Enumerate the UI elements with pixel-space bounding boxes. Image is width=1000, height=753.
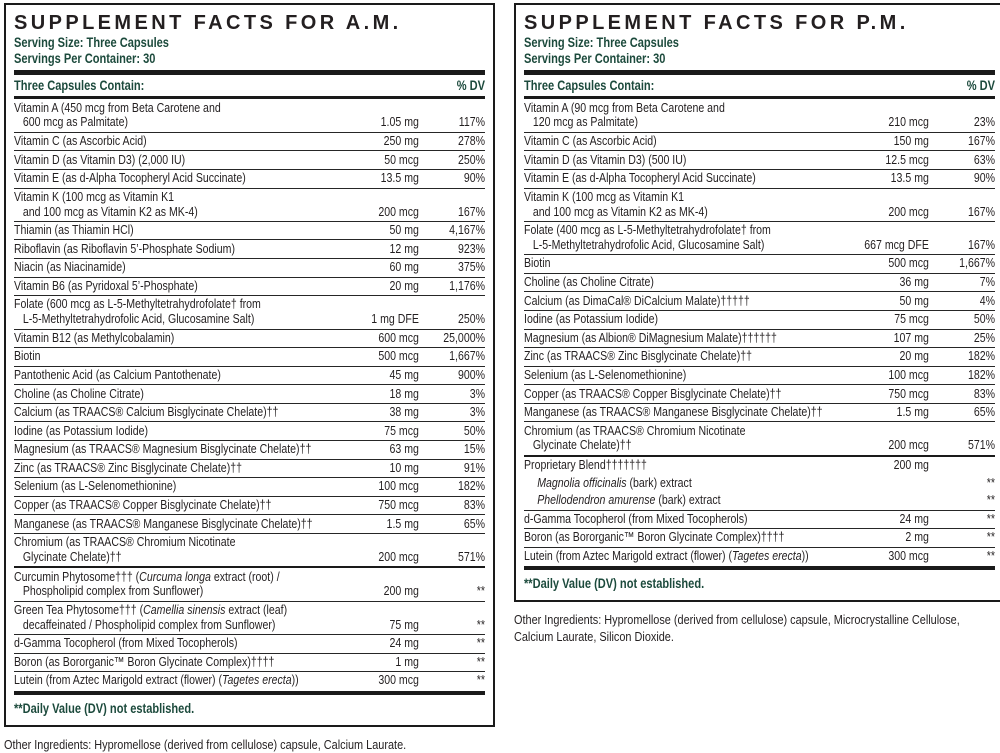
ingredient-name: Choline (as Choline Citrate) (14, 385, 144, 401)
ingredient-name: Iodine (as Potassium Iodide) (14, 422, 149, 438)
ingredient-name: Vitamin D (as Vitamin D3) (500 IU) (524, 151, 687, 167)
ingredient-amount: 36 mg (899, 274, 929, 290)
ingredient-amount: 18 mg (389, 385, 419, 401)
table-row (14, 421, 485, 440)
table-row (14, 496, 485, 515)
dv-column-header: % DV (966, 78, 995, 94)
table-header-row (14, 75, 485, 96)
ingredient-name: Choline (as Choline Citrate) (524, 274, 654, 290)
table-header-row (524, 75, 995, 96)
ingredient-dv: 50% (973, 311, 995, 327)
table-row (14, 150, 485, 169)
ingredient-dv: 1,667% (959, 255, 995, 271)
ingredient-name: d-Gamma Tocopherol (from Mixed Tocopherols) (524, 510, 748, 526)
pm-column (514, 3, 1000, 646)
ingredient-dv: 278% (457, 132, 485, 148)
ingredient-dv: 4,167% (449, 222, 485, 238)
ingredient-dv: 25% (973, 329, 995, 345)
contain-label: Three Capsules Contain: (524, 78, 655, 94)
table-row (524, 329, 995, 348)
ingredient-dv: ** (986, 529, 995, 545)
ingredient-dv: 25,000% (443, 329, 485, 345)
table-row (524, 384, 995, 403)
other-ingredients: Other Ingredients: Hypromellose (derived from cellulose) capsule, Calcium Laurate. (4, 736, 407, 752)
ingredient-dv: 167% (967, 203, 995, 219)
table-row (14, 132, 485, 151)
ingredient-amount: 75 mg (389, 616, 419, 632)
table-row (524, 421, 995, 454)
table-row (14, 459, 485, 478)
table-row (14, 653, 485, 672)
ingredient-name: Proprietary Blend††††††† (524, 457, 647, 473)
table-row (14, 566, 485, 600)
ingredient-name: Magnesium (as TRAACS® Magnesium Bisglycinate Chelate)†† (14, 441, 312, 457)
table-row (14, 403, 485, 422)
table-row (14, 258, 485, 277)
ingredient-table (14, 99, 485, 689)
serving-size: Serving Size: Three Capsules (524, 35, 679, 50)
ingredient-name: Vitamin C (as Ascorbic Acid) (14, 132, 147, 148)
ingredient-name: Riboflavin (as Riboflavin 5’-Phosphate Sodium) (14, 240, 235, 256)
table-row (524, 169, 995, 188)
ingredient-dv: 167% (967, 236, 995, 252)
ingredient-name: Manganese (as TRAACS® Manganese Bisglycinate Chelate)†† (524, 404, 823, 420)
ingredient-dv: ** (986, 510, 995, 526)
table-row (524, 347, 995, 366)
ingredient-name: Niacin (as Niacinamide) (14, 259, 126, 275)
ingredient-dv: 1,176% (449, 277, 485, 293)
ingredient-amount: 750 mcg (378, 496, 419, 512)
ingredient-name: Iodine (as Potassium Iodide) (524, 311, 659, 327)
table-row (14, 514, 485, 533)
table-row (14, 188, 485, 221)
ingredient-amount: 13.5 mg (890, 170, 929, 186)
ingredient-dv: 250% (457, 151, 485, 167)
ingredient-amount: 50 mg (899, 292, 929, 308)
table-row (14, 601, 485, 634)
table-row (524, 221, 995, 254)
ingredient-dv: 375% (457, 259, 485, 275)
table-row (14, 366, 485, 385)
ingredient-name: Copper (as TRAACS® Copper Bisglycinate Chelate)†† (524, 385, 782, 401)
ingredient-amount: 10 mg (389, 459, 419, 475)
table-row (524, 254, 995, 273)
ingredient-amount: 63 mg (389, 441, 419, 457)
ingredient-name: Zinc (as TRAACS® Zinc Bisglycinate Chelate)†† (524, 348, 752, 364)
ingredient-name: Phellodendron amurense (bark) extract (537, 492, 721, 508)
ingredient-amount: 50 mg (389, 222, 419, 238)
ingredient-name: Biotin (524, 255, 551, 271)
ingredient-name: Vitamin B6 (as Pyridoxal 5’-Phosphate) (14, 277, 198, 293)
ingredient-amount: 50 mcg (384, 151, 419, 167)
ingredient-dv: 50% (463, 422, 485, 438)
ingredient-name: Vitamin A (90 mcg from Beta Carotene and 120 mcg as Palmitate) (524, 99, 725, 130)
ingredient-dv: ** (476, 653, 485, 669)
ingredient-name: Green Tea Phytosome††† (Camellia sinensis extract (leaf) decaffeinated / Phospholipid complex from Sunflower) (14, 601, 288, 632)
ingredient-dv: 571% (967, 437, 995, 453)
ingredient-name: Vitamin A (450 mcg from Beta Carotene and 600 mcg as Palmitate) (14, 99, 221, 130)
ingredient-name: Vitamin D (as Vitamin D3) (2,000 IU) (14, 151, 186, 167)
ingredient-name: Thiamin (as Thiamin HCl) (14, 222, 134, 238)
ingredient-name: Biotin (14, 348, 41, 364)
table-row (524, 528, 995, 547)
table-row (524, 99, 995, 131)
ingredient-name: Magnolia officinalis (bark) extract (537, 474, 692, 490)
ingredient-amount: 300 mcg (888, 547, 929, 563)
ingredient-amount: 1 mg DFE (371, 311, 419, 327)
ingredient-dv: 571% (457, 548, 485, 564)
ingredient-amount: 75 mcg (894, 311, 929, 327)
ingredient-name: Copper (as TRAACS® Copper Bisglycinate Chelate)†† (14, 496, 272, 512)
table-row (14, 384, 485, 403)
ingredient-name: Selenium (as L-Selenomethionine) (524, 366, 687, 382)
ingredient-name: Calcium (as DimaCal® DiCalcium Malate)††††† (524, 292, 750, 308)
ingredient-dv: 65% (463, 515, 485, 531)
ingredient-amount: 12 mg (389, 240, 419, 256)
ingredient-name: Boron (as Bororganic™ Boron Glycinate Complex)†††† (524, 529, 785, 545)
ingredient-dv: 3% (469, 404, 485, 420)
ingredient-amount: 250 mg (383, 132, 419, 148)
ingredient-name: Vitamin C (as Ascorbic Acid) (524, 132, 657, 148)
ingredient-dv: 117% (458, 114, 485, 130)
ingredient-dv: 182% (457, 478, 485, 494)
ingredient-name: Boron (as Bororganic™ Boron Glycinate Complex)†††† (14, 653, 275, 669)
ingredient-amount: 750 mcg (888, 385, 929, 401)
pm-facts-panel (514, 3, 1000, 602)
ingredient-amount: 200 mcg (378, 548, 419, 564)
ingredient-dv: 4% (979, 292, 995, 308)
ingredient-amount: 107 mg (893, 329, 929, 345)
ingredient-dv: 90% (973, 170, 995, 186)
ingredient-name: Curcumin Phytosome††† (Curcuma longa extract (root) / Phospholipid complex from Sunflower) (14, 568, 280, 599)
ingredient-name: Vitamin B12 (as Methylcobalamin) (14, 329, 175, 345)
ingredient-dv: ** (476, 635, 485, 651)
ingredient-amount: 1.5 mg (896, 404, 929, 420)
ingredient-name: Selenium (as L-Selenomethionine) (14, 478, 177, 494)
ingredient-amount: 75 mcg (384, 422, 419, 438)
ingredient-dv: 1,667% (449, 348, 485, 364)
table-row (14, 671, 485, 690)
ingredient-dv: 167% (967, 132, 995, 148)
ingredient-dv: 250% (457, 311, 485, 327)
ingredient-amount: 200 mcg (888, 437, 929, 453)
ingredient-amount: 2 mg (905, 529, 929, 545)
am-column (4, 3, 495, 753)
table-row (14, 634, 485, 653)
ingredient-name: Calcium (as TRAACS® Calcium Bisglycinate Chelate)†† (14, 404, 279, 420)
ingredient-name: Vitamin E (as d-Alpha Tocopheryl Acid Succinate) (524, 170, 756, 186)
ingredient-dv: ** (476, 583, 485, 599)
ingredient-dv: 83% (973, 385, 995, 401)
table-row (524, 188, 995, 221)
ingredient-name: d-Gamma Tocopherol (from Mixed Tocopherols) (14, 635, 238, 651)
ingredient-name: Magnesium (as Albion® DiMagnesium Malate)†††††† (524, 329, 777, 345)
panel-title: SUPPLEMENT FACTS FOR P.M. (524, 12, 909, 34)
ingredient-dv: 83% (463, 496, 485, 512)
ingredient-amount: 200 mcg (378, 203, 419, 219)
ingredient-amount: 1 mg (395, 653, 419, 669)
ingredient-table (524, 99, 995, 565)
table-row (524, 455, 995, 475)
ingredient-dv: 3% (469, 385, 485, 401)
table-row (524, 132, 995, 151)
ingredient-amount: 667 mcg DFE (864, 236, 929, 252)
panel-body (524, 35, 995, 600)
ingredient-amount: 200 mg (383, 583, 419, 599)
ingredient-name: Zinc (as TRAACS® Zinc Bisglycinate Chelate)†† (14, 459, 242, 475)
table-row (524, 547, 995, 566)
table-row (524, 510, 995, 529)
ingredient-name: Chromium (as TRAACS® Chromium Nicotinate Glycinate Chelate)†† (14, 534, 236, 564)
table-row (14, 347, 485, 366)
table-row (14, 99, 485, 131)
table-row (524, 492, 995, 510)
servings-per-container: Servings Per Container: 30 (14, 51, 156, 67)
table-row (524, 291, 995, 310)
ingredient-amount: 300 mcg (378, 672, 419, 688)
ingredient-amount: 45 mg (389, 366, 419, 382)
ingredient-name: Folate (600 mcg as L-5-Methyltetrahydrofolate† from L-5-Methyltetrahydrofolic Acid, Glucosamine Salt) (14, 296, 261, 327)
table-row (524, 273, 995, 292)
table-row (524, 474, 995, 492)
ingredient-name: Manganese (as TRAACS® Manganese Bisglycinate Chelate)†† (14, 515, 313, 531)
ingredient-amount: 150 mg (893, 132, 929, 148)
ingredient-dv: ** (476, 672, 485, 688)
panel-body (14, 35, 485, 725)
ingredient-amount: 1.5 mg (386, 515, 419, 531)
ingredient-name: Lutein (from Aztec Marigold extract (flower) (Tagetes erecta)) (14, 672, 299, 688)
table-row (14, 221, 485, 240)
ingredient-name: Lutein (from Aztec Marigold extract (flower) (Tagetes erecta)) (524, 547, 809, 563)
ingredient-name: Pantothenic Acid (as Calcium Pantothenate) (14, 366, 221, 382)
ingredient-name: Folate (400 mcg as L-5-Methyltetrahydrofolate† from L-5-Methyltetrahydrofolic Acid, Glucosamine Salt) (524, 222, 771, 252)
table-row (524, 403, 995, 422)
ingredient-dv: ** (986, 547, 995, 563)
ingredient-amount: 100 mcg (888, 366, 929, 382)
ingredient-amount: 210 mcg (888, 114, 929, 130)
ingredient-amount: 200 mg (893, 457, 929, 473)
ingredient-dv: 90% (463, 170, 485, 186)
dv-column-header: % DV (456, 78, 485, 94)
ingredient-amount: 60 mg (389, 259, 419, 275)
ingredient-dv: ** (986, 492, 995, 508)
ingredient-dv: 63% (973, 151, 995, 167)
table-row (14, 295, 485, 328)
ingredient-amount: 24 mg (899, 510, 929, 526)
ingredient-dv: ** (986, 474, 995, 490)
ingredient-amount: 100 mcg (378, 478, 419, 494)
ingredient-amount: 13.5 mg (380, 170, 419, 186)
table-row (14, 277, 485, 296)
ingredient-dv: 91% (463, 459, 485, 475)
ingredient-amount: 20 mg (899, 348, 929, 364)
dv-footnote: **Daily Value (DV) not established. (524, 576, 705, 592)
table-row (14, 477, 485, 496)
table-row (524, 310, 995, 329)
dv-footnote: **Daily Value (DV) not established. (14, 700, 195, 716)
ingredient-amount: 500 mcg (378, 348, 419, 364)
ingredient-amount: 12.5 mcg (885, 151, 929, 167)
ingredient-name: Vitamin K (100 mcg as Vitamin K1 and 100 mcg as Vitamin K2 as MK-4) (14, 188, 198, 219)
table-row (14, 239, 485, 258)
ingredient-dv: 167% (457, 203, 485, 219)
ingredient-amount: 200 mcg (888, 203, 929, 219)
ingredient-dv: 7% (979, 274, 995, 290)
ingredient-dv: ** (476, 616, 485, 632)
table-row (14, 533, 485, 566)
ingredient-dv: 182% (967, 366, 995, 382)
ingredient-amount: 38 mg (389, 404, 419, 420)
ingredient-amount: 20 mg (389, 277, 419, 293)
panel-title: SUPPLEMENT FACTS FOR A.M. (14, 12, 402, 34)
ingredient-name: Chromium (as TRAACS® Chromium Nicotinate Glycinate Chelate)†† (524, 422, 746, 453)
servings-per-container: Servings Per Container: 30 (524, 51, 666, 67)
ingredient-dv: 900% (457, 366, 485, 382)
ingredient-amount: 600 mcg (378, 329, 419, 345)
ingredient-name: Vitamin K (100 mcg as Vitamin K1 and 100 mcg as Vitamin K2 as MK-4) (524, 188, 708, 219)
ingredient-amount: 24 mg (389, 635, 419, 651)
ingredient-dv: 23% (973, 114, 995, 130)
table-row (524, 366, 995, 385)
table-row (14, 329, 485, 348)
ingredient-dv: 65% (973, 404, 995, 420)
ingredient-name: Vitamin E (as d-Alpha Tocopheryl Acid Succinate) (14, 170, 246, 186)
am-facts-panel (4, 3, 495, 727)
ingredient-dv: 15% (463, 441, 485, 457)
ingredient-amount: 1.05 mg (380, 114, 419, 130)
other-ingredients: Other Ingredients: Hypromellose (derived from cellulose) capsule, Microcrystalline Cellulose, Calcium Laurate, Silicon Dioxide. (514, 612, 960, 644)
serving-size: Serving Size: Three Capsules (14, 35, 169, 50)
table-row (14, 169, 485, 188)
ingredient-amount: 500 mcg (888, 255, 929, 271)
ingredient-dv: 182% (967, 348, 995, 364)
table-row (14, 440, 485, 459)
ingredient-dv: 923% (457, 240, 485, 256)
table-row (524, 150, 995, 169)
contain-label: Three Capsules Contain: (14, 78, 145, 94)
